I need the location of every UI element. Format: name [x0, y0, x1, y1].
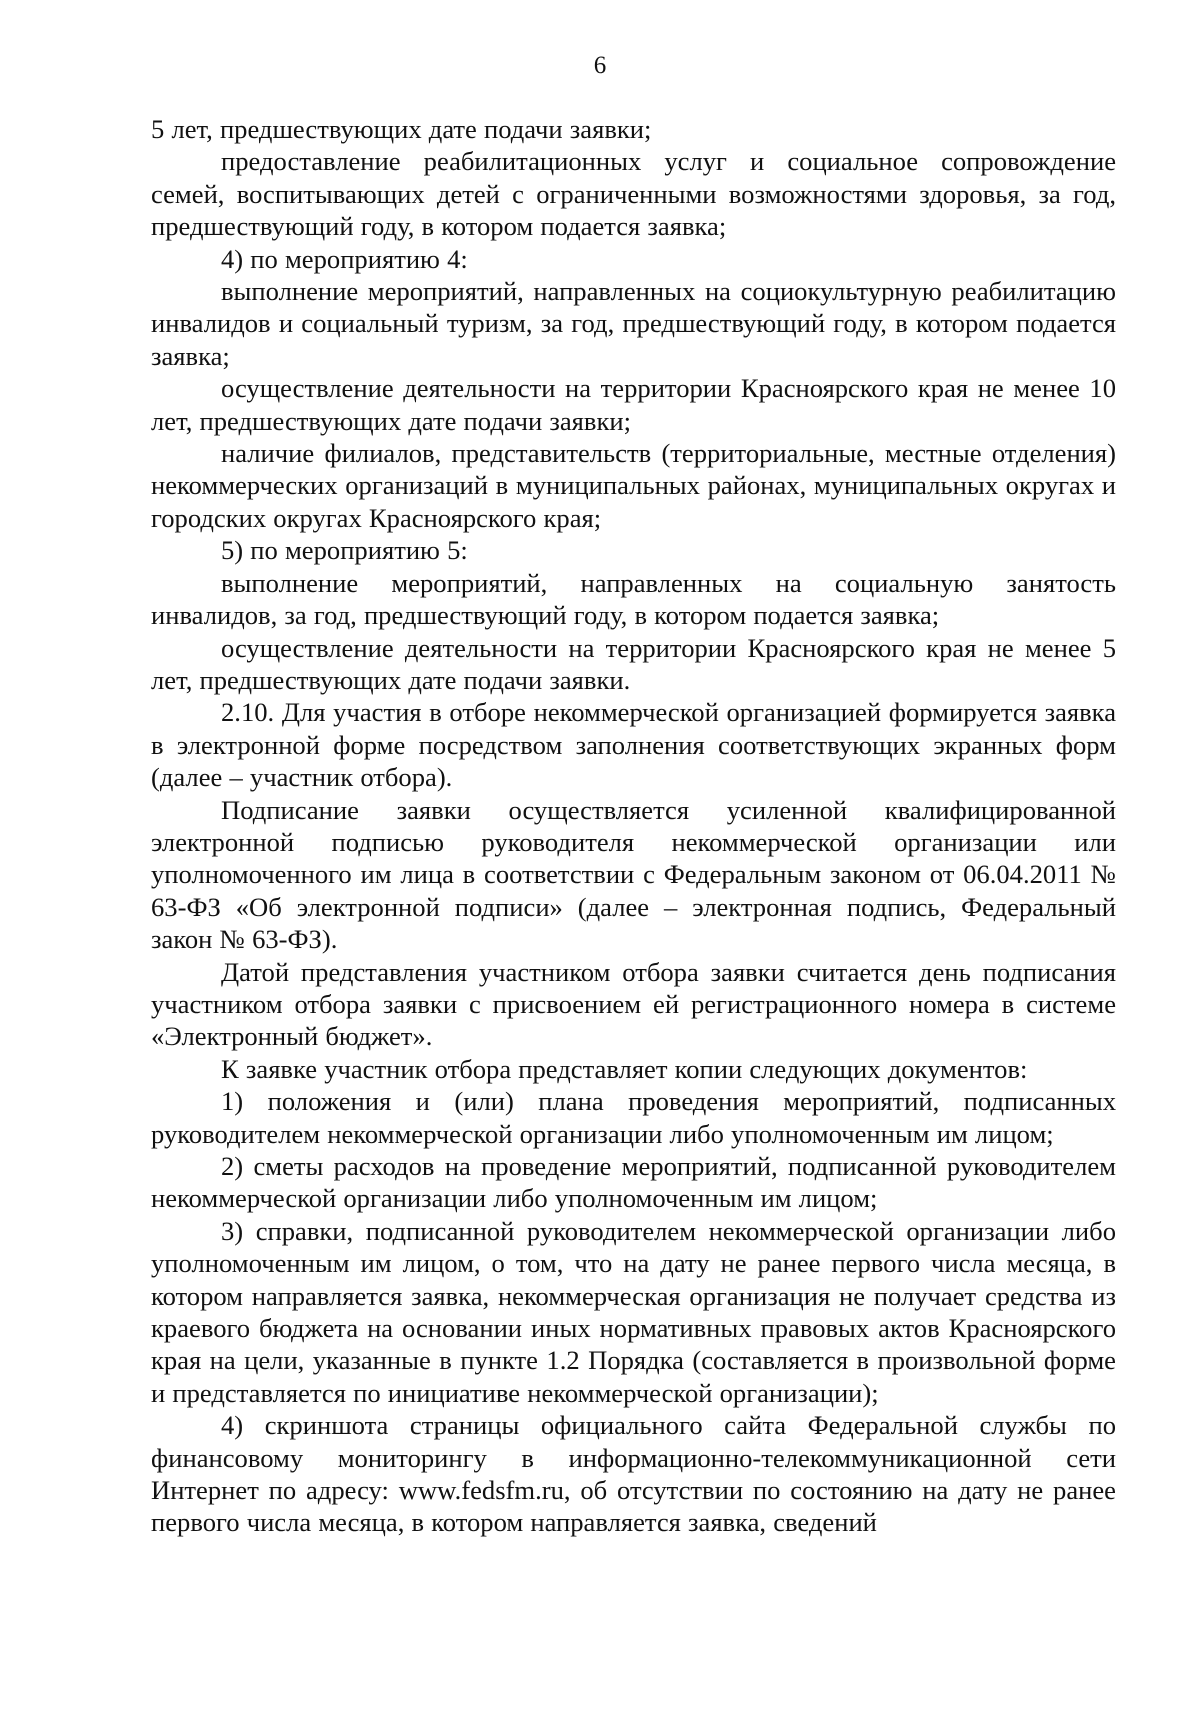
paragraph: 5 лет, предшествующих дате подачи заявки; [151, 114, 652, 144]
paragraph: 3) справки, подписанной руководителем некоммерческой организации либо уполномоченным им лицом, о том, что на дату не ранее первого числа месяца, в котором направляется заявка, некоммерческая организация не получает средства из краевого бюджета на основании иных нормативных правовых актов Красноярского края на цели, указанные в пункте 1.2 Порядка (составляется в произвольной форме и представляется по инициативе некоммерческой организации); [151, 1215, 1116, 1408]
paragraph: осуществление деятельности на территории Красноярского края не менее 10 лет, предшествующих дате подачи заявки; [151, 373, 1116, 436]
paragraph: выполнение мероприятий, направленных на социокультурную реабилитацию инвалидов и социальный туризм, за год, предшествующий году, в котором подается заявка; [151, 276, 1116, 371]
paragraph: 4) скриншота страницы официального сайта Федеральной службы по финансовому мониторингу в информационно-телекоммуникационной сети Интернет по адресу: www.fedsfm.ru, об отсутствии по состоянию на дату не ранее первого числа месяца, в котором направляется заявка, сведений [151, 1410, 1116, 1538]
document-body [151, 113, 1116, 1539]
paragraph: выполнение мероприятий, направленных на социальную занятость инвалидов, за год, предшествующий году, в котором подается заявка; [151, 567, 1116, 631]
paragraph: наличие филиалов, представительств (территориальные, местные отделения) некоммерческих организаций в муниципальных районах, муниципальных округах и городских округах Красноярского края; [151, 438, 1116, 533]
paragraph: 2.10. Для участия в отборе некоммерческой организацией формируется заявка в электронной форме посредством заполнения соответствующих экранных форм (далее – участник отбора). [151, 697, 1116, 793]
paragraph: Датой представления участником отбора заявки считается день подписания участником отбора заявки с присвоением ей регистрационного номера в системе «Электронный бюджет». [151, 956, 1116, 1052]
paragraph: Подписание заявки осуществляется усиленной квалифицированной электронной подписью руководителя некоммерческой организации или уполномоченного им лица в соответствии с Федеральным законом от 06.04.2011 № 63-ФЗ «Об электронной подписи» (далее – электронная подпись, Федеральный закон № 63-ФЗ). [151, 794, 1116, 955]
paragraph: 5) по мероприятию 5: [221, 535, 468, 566]
paragraph: осуществление деятельности на территории Красноярского края не менее 5 лет, предшествующих дате подачи заявки. [151, 632, 1116, 695]
paragraph: 1) положения и (или) плана проведения мероприятий, подписанных руководителем некоммерческой организации либо уполномоченным им лицом; [151, 1086, 1116, 1149]
paragraph: 2) сметы расходов на проведение мероприятий, подписанной руководителем некоммерческой организации либо уполномоченным им лицом; [151, 1151, 1116, 1214]
paragraph: 4) по мероприятию 4: [221, 243, 468, 274]
paragraph: предоставление реабилитационных услуг и социальное сопровождение семей, воспитывающих детей с ограниченными возможностями здоровья, за год, предшествующий году, в котором подается заявка; [151, 146, 1116, 242]
paragraph: К заявке участник отбора представляет копии следующих документов: [221, 1053, 1028, 1084]
page-number: 6 [593, 52, 607, 79]
